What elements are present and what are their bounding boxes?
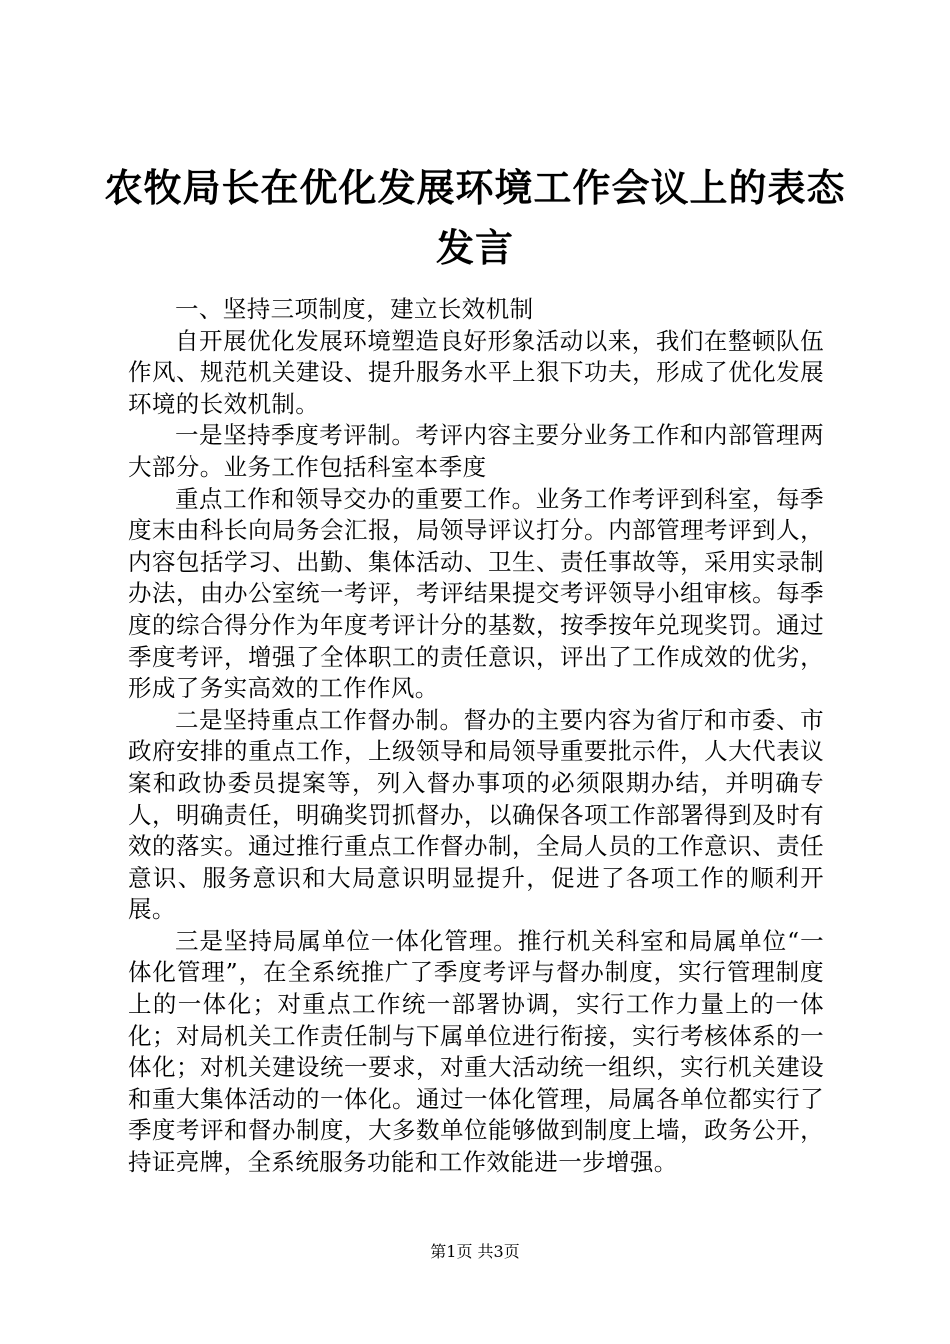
paragraph-item-three: 三是坚持局属单位一体化管理。推行机关科室和局属单位“一体化管理”，在全系统推广了季度考评与督办制度，实行管理制度上的一体化；对重点工作统一部署协调，实行工作力量上的一体化；对局机关工作责任制与下属单位进行衔接，实行考核体系的一体化；对机关建设统一要求，对重大活动统一组织，实行机关建设和重大集体活动的一体化。通过一体化管理，局属各单位都实行了季度考评和督办制度，大多数单位能够做到制度上墙，政务公开，持证亮牌，全系统服务功能和工作效能进一步增强。 — [128, 926, 824, 1177]
paragraph-item-two: 二是坚持重点工作督办制。督办的主要内容为省厅和市委、市政府安排的重点工作，上级领导和局领导重要批示件，人大代表议案和政协委员提案等，列入督办事项的必须限期办结，并明确专人，明确责任，明确奖罚抓督办，以确保各项工作部署得到及时有效的落实。通过推行重点工作督办制，全局人员的工作意识、责任意识、服务意识和大局意识明显提升，促进了各项工作的顺利开展。 — [128, 705, 824, 924]
document-title: 农牧局长在优化发展环境工作会议上的表态发言 — [104, 165, 846, 270]
paragraph-item-one: 一是坚持季度考评制。考评内容主要分业务工作和内部管理两大部分。业务工作包括科室本季度 — [128, 421, 824, 481]
paragraph-intro: 自开展优化发展环境塑造良好形象活动以来，我们在整顿队伍作风、规范机关建设、提升服务水平上狠下功夫，形成了优化发展环境的长效机制。 — [128, 326, 824, 418]
page-number-footer: 第1页 共3页 — [430, 1242, 520, 1261]
section-heading: 一、坚持三项制度，建立长效机制 — [175, 295, 534, 323]
paragraph-item-one-continued: 重点工作和领导交办的重要工作。业务工作考评到科室，每季度末由科长向局务会汇报，局领导评议打分。内部管理考评到人，内容包括学习、出勤、集体活动、卫生、责任事故等，采用实录制办法，由办公室统一考评，考评结果提交考评领导小组审核。每季度的综合得分作为年度考评计分的基数，按季按年兑现奖罚。通过季度考评，增强了全体职工的责任意识，评出了工作成效的优劣，形成了务实高效的工作作风。 — [128, 484, 824, 703]
document-body — [128, 294, 824, 1179]
